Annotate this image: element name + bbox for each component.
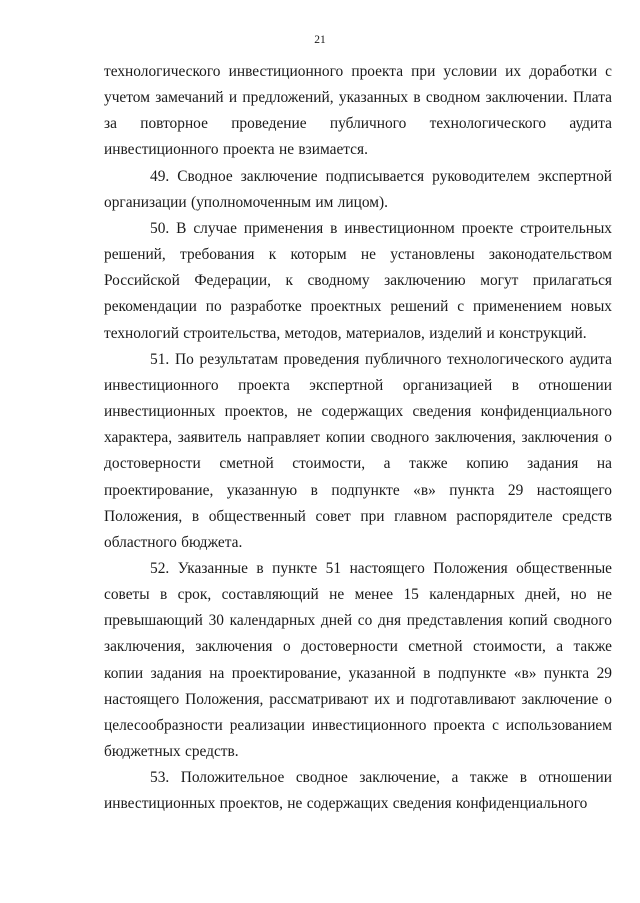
paragraph-50: 50. В случае применения в инвестиционном проекте строительных решений, требования к которым не установлены законодательством Российской Федерации, к сводному заключению могут прилагаться рекомендации по разработке проектных решений с применением новых технологий строительства, методов, материалов, изделий и конструкций. bbox=[104, 219, 612, 342]
paragraph-49: 49. Сводное заключение подписывается руководителем экспертной организации (уполномоченным им лицом). bbox=[104, 167, 612, 211]
document-body bbox=[104, 59, 612, 818]
paragraph-52: 52. Указанные в пункте 51 настоящего Положения общественные советы в срок, составляющий не менее 15 календарных дней, но не превышающий 30 календарных дней со дня представления копий сводного заключения, заключения о достоверности сметной стоимости, а также копии задания на проектирование, указанной в подпункте «в» пункта 29 настоящего Положения, рассматривают их и подготавливают заключение о целесообразности реализации инвестиционного проекта с использованием бюджетных средств. bbox=[104, 559, 612, 761]
page-number: 21 bbox=[314, 34, 326, 46]
paragraph-continuation: технологического инвестиционного проекта при условии их доработки с учетом замечаний и предложений, указанных в сводном заключении. Плата за повторное проведение публичного технологического аудита инвестиционного проекта не взимается. bbox=[104, 63, 612, 159]
paragraph-53: 53. Положительное сводное заключение, а также в отношении инвестиционных проектов, не содержащих сведения конфиденциального bbox=[104, 769, 612, 813]
paragraph-51: 51. По результатам проведения публичного технологического аудита инвестиционного проекта экспертной организацией в отношении инвестиционных проектов, не содержащих сведения конфиденциального характера, заявитель направляет копии сводного заключения, заключения о достоверности сметной стоимости, а также копию задания на проектирование, указанную в подпункте «в» пункта 29 настоящего Положения, в общественный совет при главном распорядителе средств областного бюджета. bbox=[104, 350, 612, 551]
